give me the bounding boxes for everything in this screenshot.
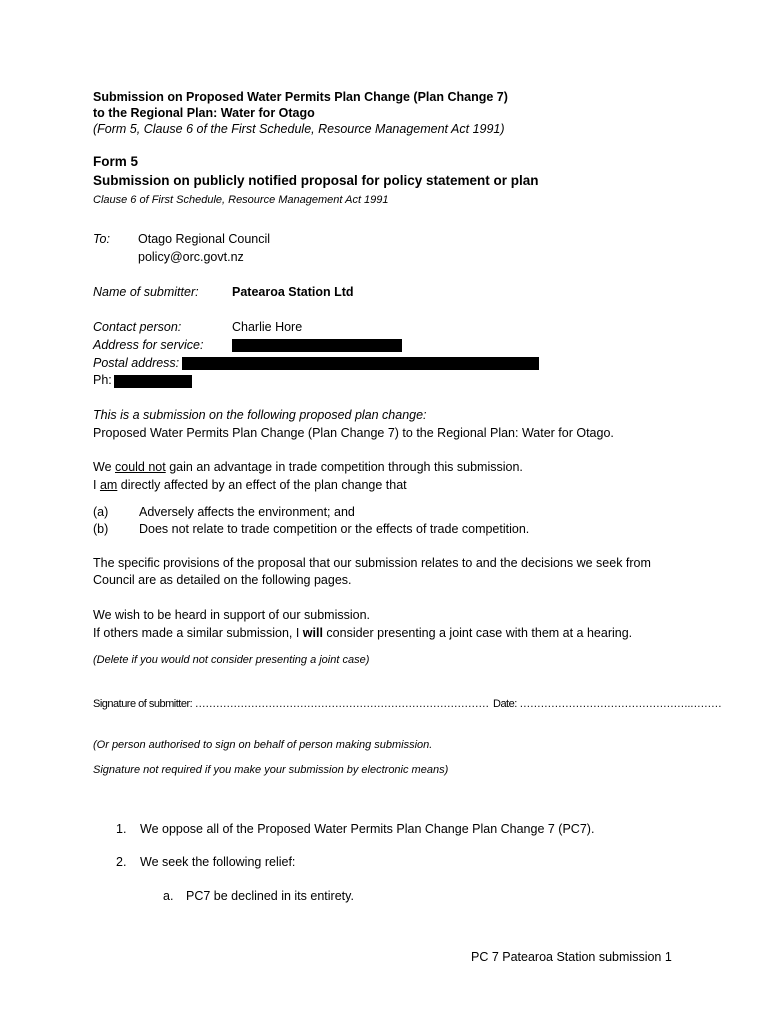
postal-label: Postal address:	[93, 356, 180, 370]
contact-value: Charlie Hore	[232, 320, 303, 334]
submission-plan: Proposed Water Permits Plan Change (Plan Change 7) to the Regional Plan: Water for Otago.	[93, 426, 614, 440]
joint-post: consider presenting a joint case with them at a hearing.	[322, 626, 633, 640]
delete-note: (Delete if you would not consider presenting a joint case)	[93, 654, 370, 666]
page-footer: PC 7 Patearoa Station submission 1	[471, 950, 672, 964]
provisions-line-1: The specific provisions of the proposal that our submission relates to and the decisions we seek from	[93, 556, 651, 570]
form-clause: Clause 6 of First Schedule, Resource Management Act 1991	[93, 194, 389, 206]
signature-note-1: (Or person authorised to sign on behalf of person making submission.	[93, 739, 433, 751]
item-a-marker: (a)	[93, 505, 109, 519]
submitter-name-value: Patearoa Station Ltd	[232, 285, 354, 299]
sublist-item-a-text: PC7 be declined in its entirety.	[186, 889, 354, 903]
joint-bold: will	[302, 626, 323, 640]
form-subtitle: Submission on publicly notified proposal for policy statement or plan	[93, 173, 539, 188]
postal-redaction	[182, 357, 539, 370]
affected-post: directly affected by an effect of the plan change that	[117, 478, 407, 492]
trade-statement	[93, 459, 523, 475]
address-label: Address for service:	[93, 338, 204, 352]
to-label: To:	[93, 232, 110, 246]
joint-pre: If others made a similar submission, I	[93, 626, 303, 640]
list-item-2-number: 2.	[116, 855, 127, 869]
item-b-marker: (b)	[93, 522, 109, 536]
item-b-text: Does not relate to trade competition or the effects of trade competition.	[139, 522, 530, 536]
submission-intro: This is a submission on the following proposed plan change:	[93, 408, 427, 422]
to-email: policy@orc.govt.nz	[138, 250, 244, 264]
list-item-1-text: We oppose all of the Proposed Water Permits Plan Change Plan Change 7 (PC7).	[140, 822, 595, 836]
trade-underline: could not	[115, 460, 166, 474]
affected-underline: am	[99, 478, 118, 492]
list-item-1-number: 1.	[116, 822, 127, 836]
affected-pre: I	[93, 478, 100, 492]
contact-label: Contact person:	[93, 320, 182, 334]
header-line-2: to the Regional Plan: Water for Otago	[93, 106, 315, 120]
address-redaction	[232, 339, 402, 352]
to-name: Otago Regional Council	[138, 232, 271, 246]
header-line-1: Submission on Proposed Water Permits Plan Change (Plan Change 7)	[93, 90, 508, 104]
affected-statement	[93, 477, 407, 493]
heard-statement: We wish to be heard in support of our submission.	[93, 608, 370, 622]
date-line: Date: ………………………………………….………	[493, 698, 722, 710]
submitter-name-label: Name of submitter:	[93, 285, 199, 299]
joint-statement	[93, 625, 632, 641]
signature-note-2: Signature not required if you make your submission by electronic means)	[93, 764, 449, 776]
form-title: Form 5	[93, 154, 139, 169]
item-a-text: Adversely affects the environment; and	[139, 505, 355, 519]
trade-post: gain an advantage in trade competition through this submission.	[165, 460, 523, 474]
header-line-3: (Form 5, Clause 6 of the First Schedule, Resource Management Act 1991)	[93, 122, 505, 136]
sublist-item-a-number: a.	[163, 889, 174, 903]
phone-label: Ph:	[93, 373, 112, 387]
signature-line: Signature of submitter: …………………………………………………………………………	[93, 698, 489, 710]
trade-pre: We	[93, 460, 115, 474]
provisions-line-2: Council are as detailed on the following pages.	[93, 573, 352, 587]
phone-redaction	[114, 375, 192, 388]
list-item-2-text: We seek the following relief:	[140, 855, 296, 869]
